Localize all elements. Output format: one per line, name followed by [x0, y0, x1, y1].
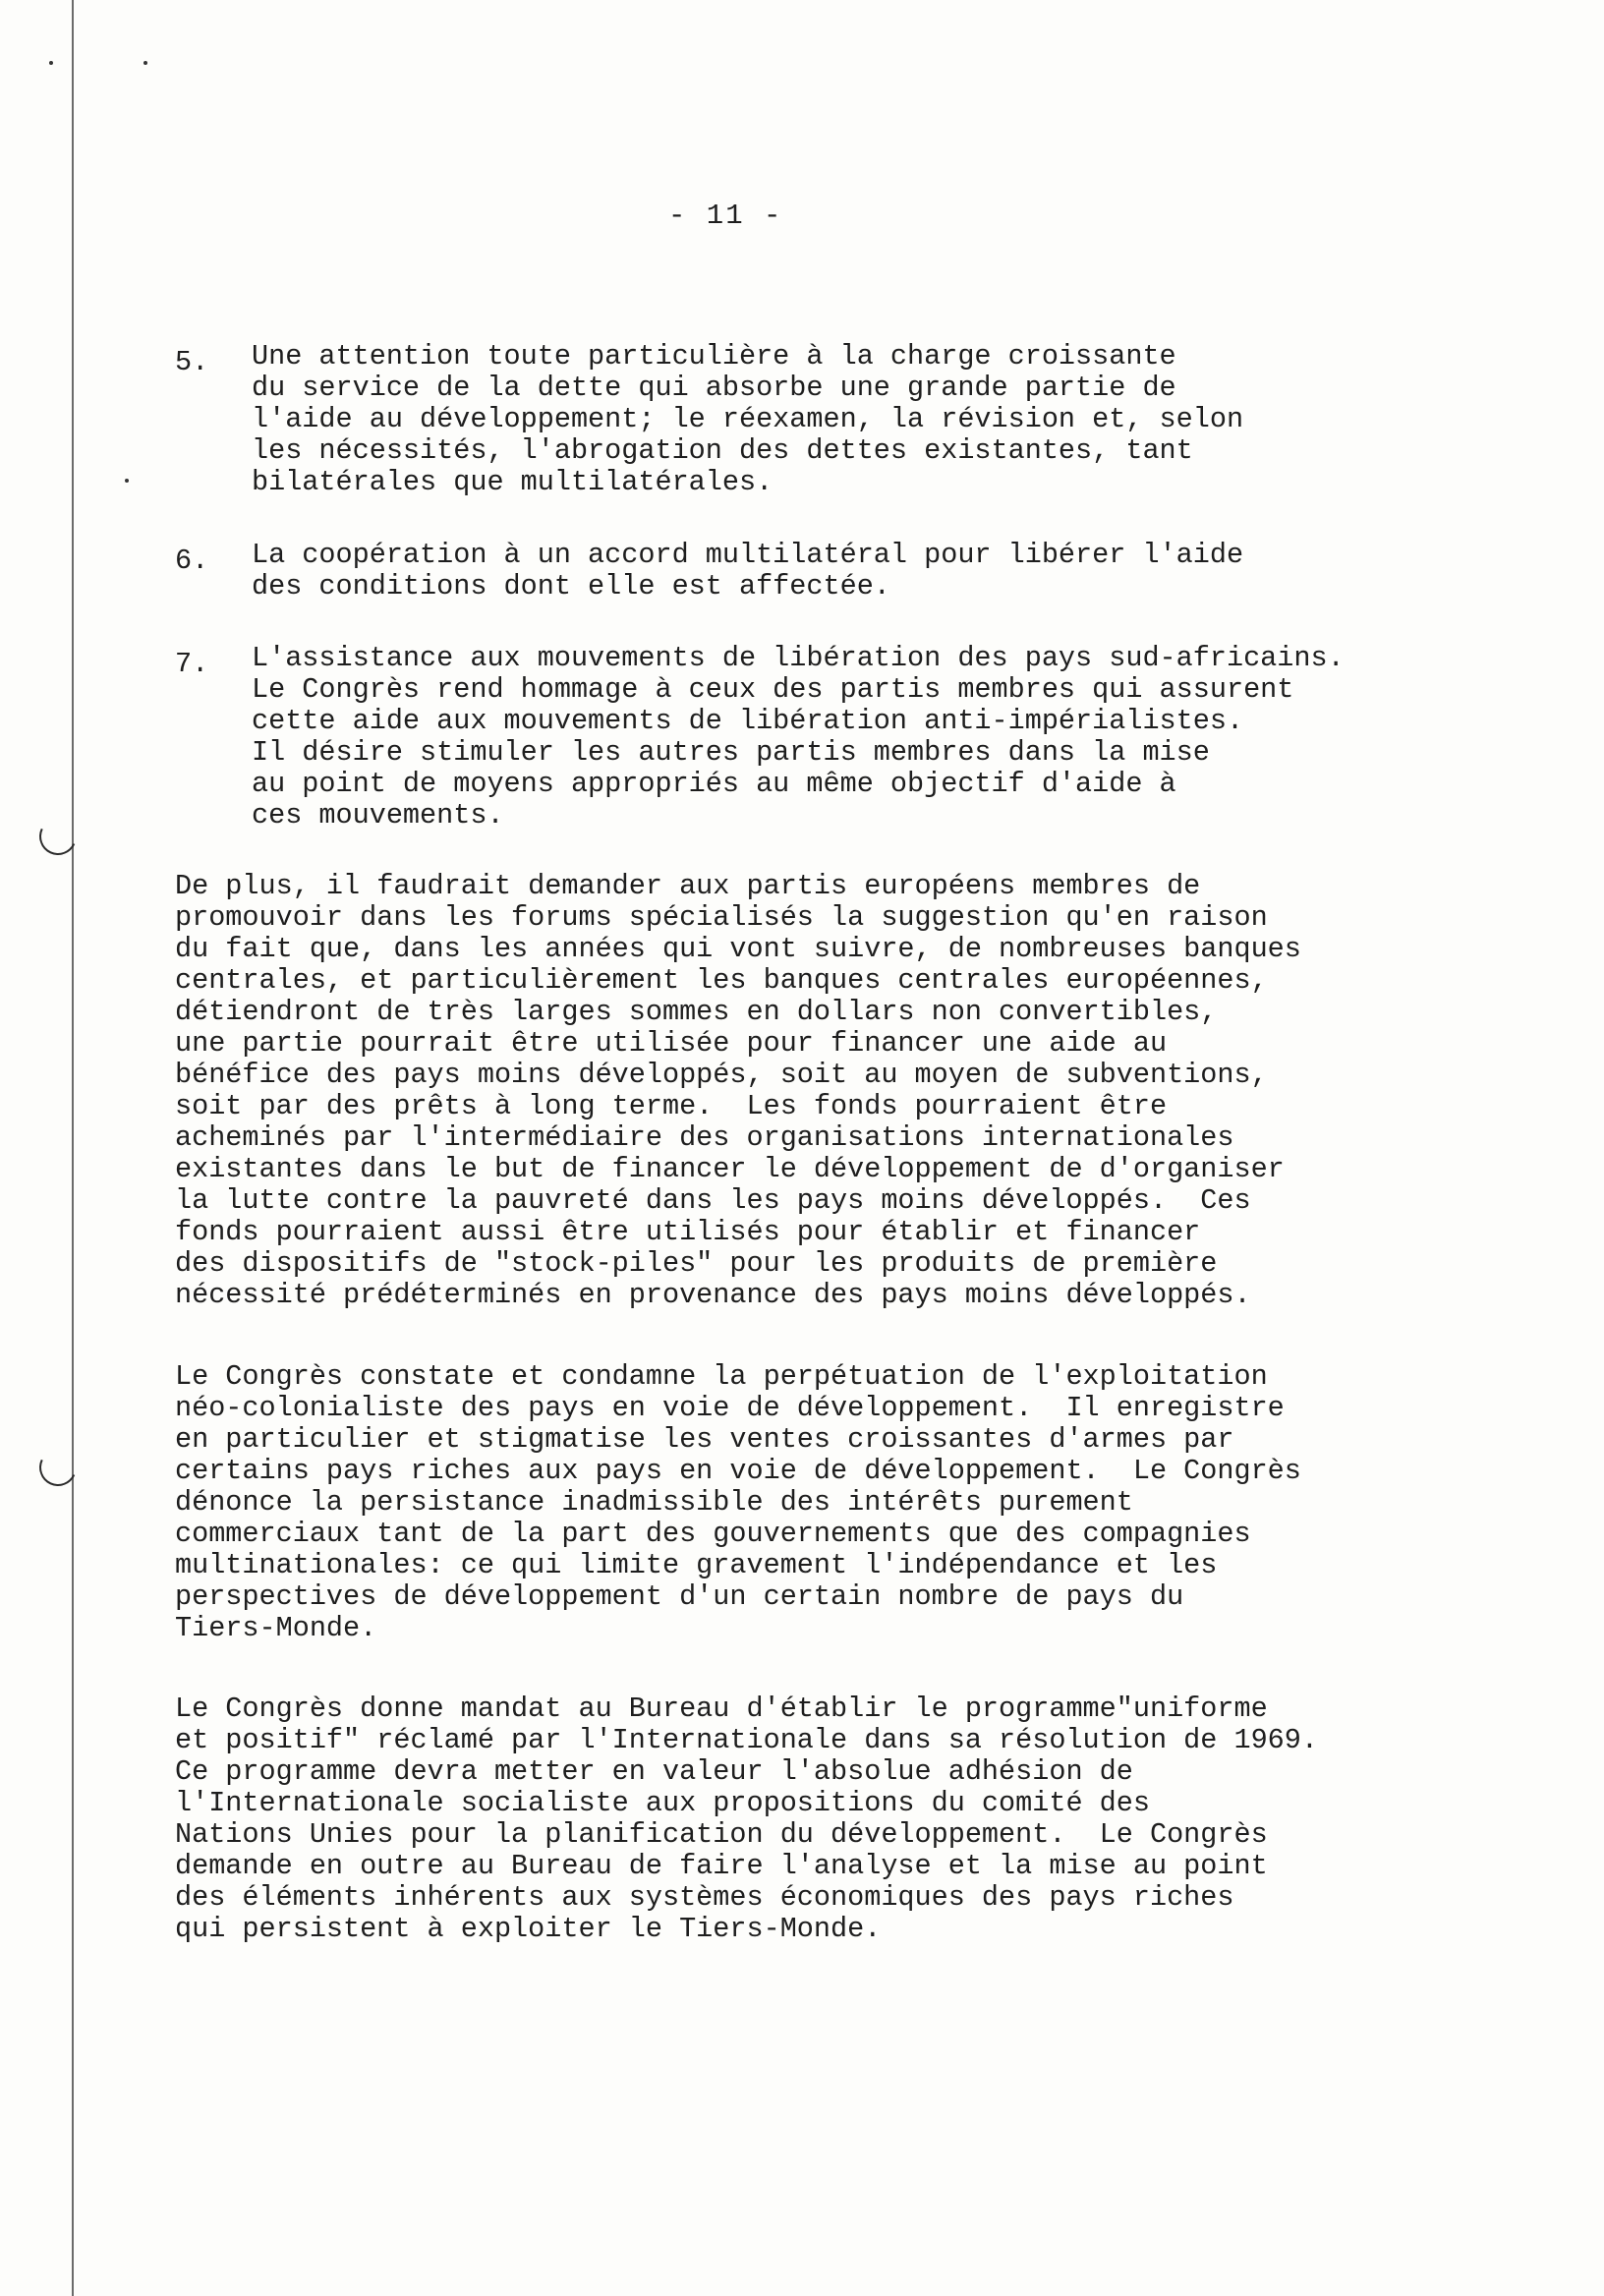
- text-line: bénéfice des pays moins développés, soit au moyen de subventions,: [175, 1059, 1268, 1091]
- text-line: des dispositifs de "stock-piles" pour les produits de première: [175, 1247, 1218, 1280]
- text-line: ces mouvements.: [252, 799, 504, 832]
- text-line: les nécessités, l'abrogation des dettes existantes, tant: [252, 434, 1193, 467]
- text-line: certains pays riches aux pays en voie de développement. Le Congrès: [175, 1455, 1301, 1487]
- scan-speck: [143, 61, 147, 65]
- text-line: des conditions dont elle est affectée.: [252, 570, 890, 603]
- text-line: une partie pourrait être utilisée pour financer une aide au: [175, 1027, 1168, 1060]
- body-paragraph: [175, 1693, 1541, 1945]
- list-item-number: 5.: [175, 346, 209, 378]
- text-line: néo-colonialiste des pays en voie de développement. Il enregistre: [175, 1392, 1285, 1424]
- text-line: qui persistent à exploiter le Tiers-Monde.: [175, 1913, 882, 1945]
- text-line: centrales, et particulièrement les banques centrales européennes,: [175, 964, 1268, 997]
- binding-hole-mark: [34, 813, 83, 861]
- binding-margin-line: [72, 0, 74, 2296]
- text-line: Le Congrès donne mandat au Bureau d'établir le programme"uniforme: [175, 1693, 1268, 1725]
- scan-speck: [125, 479, 129, 483]
- text-line: l'Internationale socialiste aux propositions du comité des: [175, 1787, 1150, 1819]
- text-line: Le Congrès rend hommage à ceux des partis membres qui assurent: [252, 673, 1294, 706]
- body-paragraph: [175, 871, 1541, 1311]
- text-line: nécessité prédéterminés en provenance des pays moins développés.: [175, 1279, 1251, 1311]
- text-line: La coopération à un accord multilatéral pour libérer l'aide: [252, 539, 1244, 571]
- text-line: l'aide au développement; le réexamen, la révision et, selon: [252, 403, 1244, 435]
- scan-speck: [49, 61, 53, 65]
- text-line: acheminés par l'intermédiaire des organisations internationales: [175, 1121, 1234, 1154]
- list-item-text: [252, 540, 1243, 603]
- text-line: la lutte contre la pauvreté dans les pays moins développés. Ces: [175, 1184, 1251, 1217]
- text-line: demande en outre au Bureau de faire l'analyse et la mise au point: [175, 1850, 1268, 1882]
- text-line: bilatérales que multilatérales.: [252, 466, 773, 498]
- text-line: commerciaux tant de la part des gouvernements que des compagnies: [175, 1518, 1251, 1550]
- text-line: détiendront de très larges sommes en dollars non convertibles,: [175, 996, 1218, 1028]
- text-line: De plus, il faudrait demander aux partis européens membres de: [175, 870, 1201, 902]
- text-line: existantes dans le but de financer le développement de d'organiser: [175, 1153, 1285, 1185]
- page-number: - 11 -: [668, 200, 783, 232]
- text-line: soit par des prêts à long terme. Les fonds pourraient être: [175, 1090, 1168, 1122]
- text-line: Une attention toute particulière à la charge croissante: [252, 340, 1176, 373]
- binding-hole-mark: [34, 1444, 83, 1492]
- text-line: multinationales: ce qui limite gravement l'indépendance et les: [175, 1549, 1218, 1581]
- text-line: Ce programme devra metter en valeur l'absolue adhésion de: [175, 1755, 1133, 1788]
- text-line: L'assistance aux mouvements de libération des pays sud-africains.: [252, 642, 1345, 674]
- text-line: Nations Unies pour la planification du développement. Le Congrès: [175, 1818, 1268, 1851]
- text-line: Il désire stimuler les autres partis membres dans la mise: [252, 736, 1210, 769]
- text-line: du service de la dette qui absorbe une grande partie de: [252, 372, 1176, 404]
- text-line: Le Congrès constate et condamne la perpétuation de l'exploitation: [175, 1360, 1268, 1393]
- list-item-text: [252, 643, 1345, 832]
- text-line: promouvoir dans les forums spécialisés la suggestion qu'en raison: [175, 901, 1268, 934]
- text-line: cette aide aux mouvements de libération anti-impérialistes.: [252, 705, 1244, 737]
- text-line: du fait que, dans les années qui vont suivre, de nombreuses banques: [175, 933, 1301, 965]
- text-line: perspectives de développement d'un certain nombre de pays du: [175, 1580, 1184, 1613]
- text-line: en particulier et stigmatise les ventes croissantes d'armes par: [175, 1423, 1234, 1456]
- list-item-number: 6.: [175, 545, 209, 577]
- text-line: des éléments inhérents aux systèmes économiques des pays riches: [175, 1881, 1234, 1914]
- list-item-text: [252, 341, 1243, 498]
- text-line: au point de moyens appropriés au même objectif d'aide à: [252, 768, 1176, 800]
- text-line: Tiers-Monde.: [175, 1612, 377, 1644]
- text-line: fonds pourraient aussi être utilisés pour établir et financer: [175, 1216, 1201, 1248]
- body-paragraph: [175, 1361, 1541, 1644]
- text-line: et positif" réclamé par l'Internationale dans sa résolution de 1969.: [175, 1724, 1318, 1756]
- text-line: dénonce la persistance inadmissible des intérêts purement: [175, 1486, 1133, 1519]
- list-item-number: 7.: [175, 648, 209, 680]
